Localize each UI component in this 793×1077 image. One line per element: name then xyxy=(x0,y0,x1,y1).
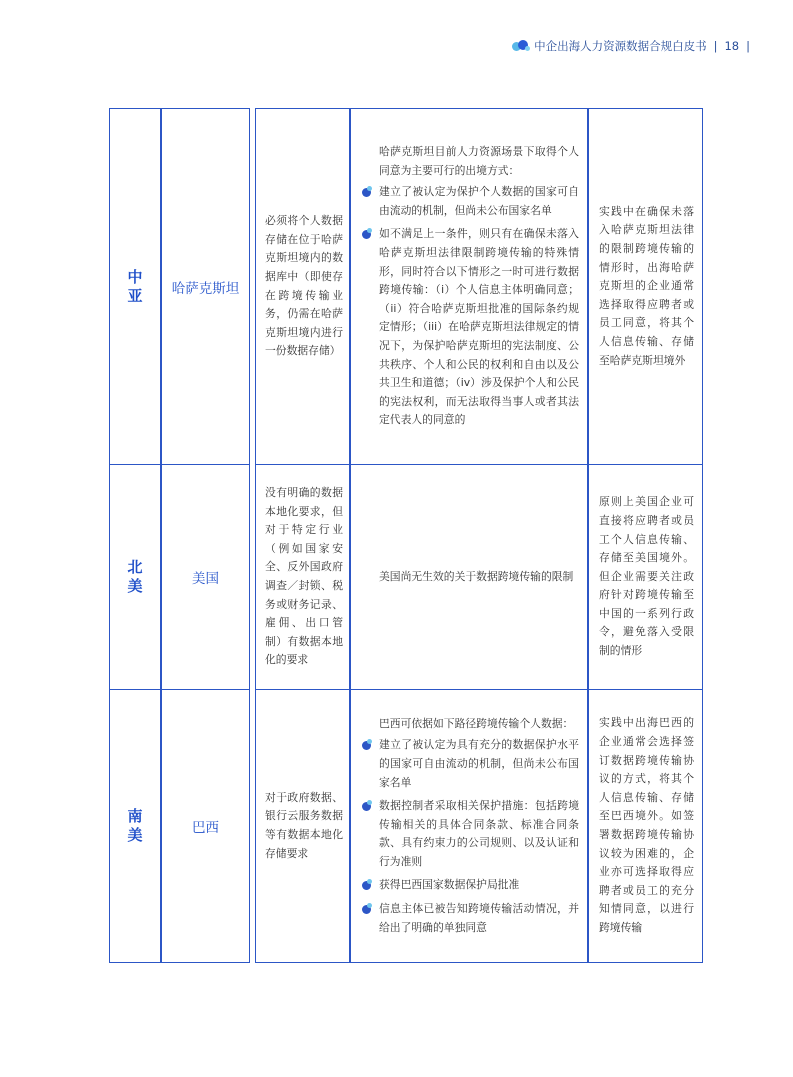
requirement-text: 必须将个人数据存储在位于哈萨克斯坦境内的数据库中（即使存在跨境传输业务，仍需在哈萨克斯坦境内进行一份数据存储） xyxy=(265,214,343,358)
list-item: 数据控制者采取相关保护措施：包括跨境传输相关的具体合同条款、标准合同条款、具有约束力的公司规则、以及认证和行为准则 xyxy=(361,797,579,871)
requirement-cell xyxy=(255,108,350,465)
table-row-kazakhstan xyxy=(109,108,703,465)
country-cell xyxy=(161,689,250,963)
bullet-icon xyxy=(362,230,371,239)
rule-list xyxy=(361,183,579,430)
country-name: 哈萨克斯坦 xyxy=(171,280,240,297)
practice-cell xyxy=(588,108,703,465)
rule-cell xyxy=(350,464,588,690)
requirement-cell xyxy=(255,689,350,963)
page-number: 18 xyxy=(724,39,740,53)
region-label: 北 美 xyxy=(127,558,143,595)
bullet-icon xyxy=(362,741,371,750)
practice-cell xyxy=(588,689,703,963)
header-title: 中企出海人力资源数据合规白皮书 xyxy=(534,39,707,53)
practice-cell xyxy=(588,464,703,690)
rule-intro: 巴西可依据如下路径跨境传输个人数据： xyxy=(379,716,574,730)
region-label: 中 亚 xyxy=(127,267,143,305)
bullet-icon xyxy=(362,905,371,914)
country-cell xyxy=(161,108,250,465)
bullet-icon xyxy=(362,802,371,811)
rule-list xyxy=(361,736,579,937)
country-cell xyxy=(161,464,250,690)
data-localization-table xyxy=(109,108,703,963)
country-name: 巴西 xyxy=(192,820,219,836)
header-separator-end: | xyxy=(746,39,750,53)
rule-intro: 哈萨克斯坦目前人力资源场景下取得个人同意为主要可行的出境方式： xyxy=(379,145,579,177)
page-header xyxy=(512,38,753,54)
requirement-text: 没有明确的数据本地化要求，但对于特定行业（例如国家安全、反外国政府调查／封锁、税务或财务记录、雇佣、出口管制）有数据本地化的要求 xyxy=(265,486,343,667)
practice-text: 实践中出海巴西的企业通常会选择签订数据跨境传输协议的方式，将其个人信息传输、存储至巴西境外。如签署数据跨境传输协议较为困难的，企业亦可选择取得应聘者或员工的充分知情同意，以进行跨境传输 xyxy=(599,716,694,934)
region-cell xyxy=(109,464,161,690)
requirement-text: 对于政府数据、银行云服务数据等有数据本地化存储要求 xyxy=(265,790,343,860)
list-item: 建立了被认定为保护个人数据的国家可自由流动的机制，但尚未公布国家名单 xyxy=(361,183,579,220)
practice-text: 实践中在确保未落入哈萨克斯坦法律的限制跨境传输的情形时，出海哈萨克斯坦的企业通常选择取得应聘者或员工同意，将其个人信息传输、存储至哈萨克斯坦境外 xyxy=(599,204,694,367)
region-cell xyxy=(109,689,161,963)
list-item: 建立了被认定为具有充分的数据保护水平的国家可自由流动的机制，但尚未公布国家名单 xyxy=(361,736,579,792)
table-row-brazil xyxy=(109,689,703,963)
country-name: 美国 xyxy=(192,571,219,587)
header-separator: | xyxy=(713,39,718,53)
rule-text: 美国尚无生效的关于数据跨境传输的限制 xyxy=(379,569,574,583)
region-label: 南 美 xyxy=(127,807,143,844)
rule-cell xyxy=(350,108,588,465)
region-cell xyxy=(109,108,161,465)
requirement-cell xyxy=(255,464,350,690)
list-item: 获得巴西国家数据保护局批准 xyxy=(361,876,579,895)
list-item: 信息主体已被告知跨境传输活动情况，并给出了明确的单独同意 xyxy=(361,900,579,937)
table-row-usa xyxy=(109,464,703,690)
rule-cell xyxy=(350,689,588,963)
list-item: 如不满足上一条件，则只有在确保未落入哈萨克斯坦法律限制跨境传输的特殊情形，同时符合以下情形之一时可进行数据跨境传输：（i）个人信息主体明确同意；（ii）符合哈萨克斯坦批准的国际条约规定情形；（iii）在哈萨克斯坦法律规定的情况下，为保护哈萨克斯坦的宪法制度、公共秩序、个人和公民的权利和自由以及公共卫生和道德；（iv）涉及保护个人和公民的宪法权利，而无法取得当事人或者其法定代表人的同意的 xyxy=(361,225,579,430)
practice-text: 原则上美国企业可直接将应聘者或员工个人信息传输、存储至美国境外。但企业需要关注政府针对跨境传输至中国的一系列行政令，避免落入受限制的情形 xyxy=(599,495,694,658)
bullet-icon xyxy=(362,188,371,197)
bullet-icon xyxy=(362,881,371,890)
cloud-logo-icon xyxy=(512,40,530,52)
